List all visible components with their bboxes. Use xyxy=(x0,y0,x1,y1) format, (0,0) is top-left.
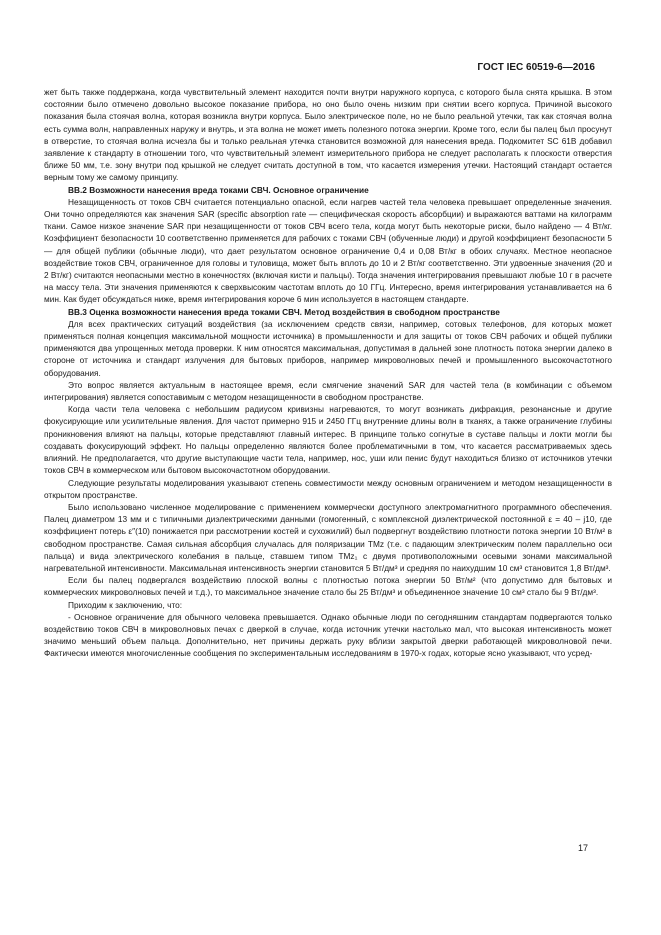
paragraph: Приходим к заключению, что: xyxy=(68,599,183,610)
paragraph: жет быть также поддержана, когда чувствительный элемент находится почти внутри наружного корпуса, с которого была снята крышка. В этом состоянии было отмечено довольно высокое показание прибора, но оно было очень низким при снятии всего корпуса. Причиной высокого показания была стоячая волна, которая возникла внутри корпуса. Было электрическое поле, но не было реальной утечки, так как стоячая волна есть сумма волн, направленных наружу и внутрь, и эта волна не может иметь полезного потока энергии. Кроме того, если бы палец был просунут в отверстие, то стоячая волна исчезла бы и только реальная утечка становится возможной для нанесения вреда. Подкомитет SC 61B добавил заявление к стандарту в отношении того, что чувствительный элемент измерительного прибора не следует располагать к плоскости отверстия ближе 50 мм, т.е. зону внутри под крышкой не следует считать доступной в том, что касается измерения утечки. Настоящий стандарт остается верным тому же самому принципу. xyxy=(44,87,612,183)
paragraph: Следующие результаты моделирования указывают степень совместимости между основным ограничением и методом незащищенности в открытом пространстве. xyxy=(44,477,612,500)
paragraph: Незащищенность от токов СВЧ считается потенциально опасной, если нагрев частей тела человека превышает определенные значения. Они точно определяются как значения SAR (specific absorption rate — специфическая скорость абсорбции) и выражаются ваттами на килограмм ткани. Самое низкое значение SAR при незащищенности от токов СВЧ всего тела, когда могут быть некоторые риски, было найдено — 4 Вт/кг. Коэффициент безопасности 10 соответственно применяется для рабочих с токами СВЧ (обученные люди) и другой коэффициент безопасности 5 — для общей публики (обычные люди), что дает результатом основное ограничение 0,4 и 0,08 Вт/кг в обоих случаях. Местное неопасное воздействие токов СВЧ, ограниченное для головы и туловища, может быть вплоть до 10 и 2 Вт/кг соответственно. Эти удвоенные значения (20 и 2 Вт/кг) считаются неопасными местно в конечностях (включая кисти и пальцы). Тогда значения интегрирования превышают любые 10 г в расчете на массу тела. Эти значения применяются к сверхвысоким частотам вплоть до 10 ГГц. Интересно, время интегрирования устанавливается на 6 мин. Как будет обсуждаться ниже, время интегрирования короче 6 мин используется в настоящем стандарте. xyxy=(44,196,612,305)
paragraph: Это вопрос является актуальным в настоящее время, если смягчение значений SAR для частей тела (в комбинации с объемом интегрирования) является сопоставимым с методом незащищенности в свободном пространстве. xyxy=(44,379,612,403)
paragraph: Для всех практических ситуаций воздействия (за исключением средств связи, например, сотовых телефонов, для которых может применяться полная концепция максимальной мощности источника) в промышленности и для защиты от токов СВЧ рабочих и общей публики применяются два упрощенных метода проверки. К ним относятся максимальная, допустимая в дальней зоне плотность потока энергии далеко в стороне от источника и стандарт излучения для бытовых приборов, например микроволновых печей и промышленного высокочастотного оборудования. xyxy=(44,318,612,378)
paragraph: Если бы палец подвергался воздействию плоской волны с плотностью потока энергии 50 Вт/м² (что допустимо для бытовых и коммерческих микроволновых печей и т.д.), то максимальное значение стало бы 25 Вт/дм³ и объединенное значение 10 см³ стало бы 9 Вт/дм³. xyxy=(44,575,612,598)
document-body xyxy=(44,86,612,660)
paragraph: Когда части тела человека с небольшим радиусом кривизны нагреваются, то могут возникать дифракция, резонансные и другие фокусирующие или усилительные явления. Для частот примерно 915 и 2450 ГГц внутренние длины волн в тканях, а также ограничение глубины проникновения влияют на пальцы, которые представляют главный интерес. В принципе только согнутые в суставе пальцы и локти могли бы создавать фокусирующий эффект. Но пальцы определенно являются более проблематичными в том, что касается рассматриваемых здесь влияний. Не предполагается, что другие выступающие части тела, например, нос, уши или пенис будут находиться близко от источников утечки токов СВЧ в коммерческом или бытовом высокочастотном оборудовании. xyxy=(44,404,612,476)
page-number: 17 xyxy=(578,843,589,853)
list-item: - Основное ограничение для обычного человека превышается. Однако обычные люди по сегодняшним стандартам подвергаются только воздействию токов СВЧ в микроволновых печах с дверкой в случае, когда источник утечки настолько мал, что высокая интенсивность может значимо меньший объем пальца. Дополнительно, нет причины держать руку вблизи закрытой дверки работающей микроволновой печи. Фактически имеются многочисленные сообщения по экспериментальным исследованиям в 1970-х годах, которые ясно указывают, что усред- xyxy=(44,611,612,659)
section-heading-bb3: ВВ.3 Оценка возможности нанесения вреда токами СВЧ. Метод воздействия в свободном пространстве xyxy=(68,306,500,317)
paragraph: Было использовано численное моделирование с применением коммерчески доступного электромагнитного программного обеспечения. Палец диаметром 13 мм и с типичными диэлектрическими данными (гомогенный, с комплексной диэлектрической постоянной ε = 40 – j10, где коэффициент потерь ε″(10) понижается при рассмотрении костей и сухожилий) был подвергнут воздействию плотности потока энергии 10 Вт/м² в свободном пространстве. Самая сильная абсорбция случалась для поляризации TMz (т.е. с падающим электрическим полем параллельно оси пальца) и вида электрического колебания в пальце, ставшем типом TMz₁ с двумя противоположными осевыми зонами максимальной нагревательной интенсивности. Максимальная интенсивность энергии становится 5 Вт/дм³ и средняя по наихудшим 10 см³ становится 1,8 Вт/дм³. xyxy=(44,501,612,573)
section-heading-bb2: ВВ.2 Возможности нанесения вреда токами СВЧ. Основное ограничение xyxy=(68,184,369,195)
standard-designation: ГОСТ IEC 60519-6—2016 xyxy=(477,62,595,73)
